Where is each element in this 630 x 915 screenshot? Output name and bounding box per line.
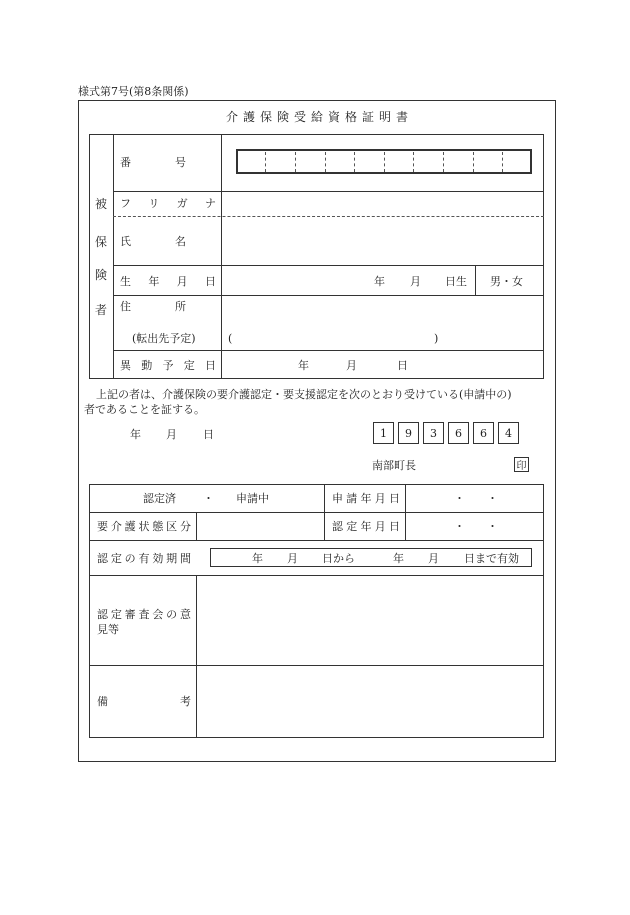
insured-side-label-4: 者: [95, 303, 108, 317]
valid-period-label: 認 定 の 有 効 期 間: [97, 552, 191, 565]
apply-date-label: 申 請 年 月 日: [332, 492, 400, 505]
insurer-number-digit: 6: [473, 422, 494, 444]
cert-date-label: 認 定 年 月 日: [332, 520, 400, 533]
address-field[interactable]: [225, 298, 540, 346]
valid-to-year-unit: 年: [393, 552, 404, 565]
valid-from-day-unit: 日から: [322, 552, 355, 565]
issue-month-unit: 月: [166, 428, 177, 441]
change-month-unit: 月: [346, 359, 357, 372]
transfer-paren-close: ): [434, 332, 439, 345]
furigana-field[interactable]: [225, 193, 540, 215]
insured-side-label-1: 被: [95, 197, 108, 211]
transfer-paren-open: (: [228, 332, 233, 345]
care-level-field[interactable]: [200, 515, 320, 537]
number-label: 番 号: [120, 156, 186, 169]
certification-text-line2: 者であることを証する。: [84, 403, 205, 416]
insurer-number-digit: 9: [398, 422, 419, 444]
valid-to-month-unit: 月: [428, 552, 439, 565]
issue-day-unit: 日: [203, 428, 214, 441]
care-level-label: 要 介 護 状 態 区 分: [97, 520, 191, 533]
status-separator: ・: [203, 492, 214, 505]
gender-options[interactable]: 男・女: [490, 275, 523, 288]
insurer-number-digit: 1: [373, 422, 394, 444]
cert-date-value[interactable]: ・ ・: [454, 520, 498, 533]
change-year-unit: 年: [298, 359, 309, 372]
certification-text-line1: 上記の者は、介護保険の要介護認定・要支援認定を次のとおり受けている(申請中の): [96, 388, 512, 401]
insurer-number-digit: 6: [448, 422, 469, 444]
insured-side-label-2: 保: [95, 235, 108, 249]
furigana-label: フ リ ガ ナ: [120, 197, 216, 210]
insurer-number-digit: 4: [498, 422, 519, 444]
form-number-label: 様式第7号(第8条関係): [78, 85, 189, 98]
valid-to-day-unit: 日まで有効: [464, 552, 519, 565]
address-label: 住 所: [120, 300, 186, 313]
issue-year-unit: 年: [130, 428, 141, 441]
status-applying[interactable]: 申請中: [236, 492, 269, 505]
birth-month-unit: 月: [410, 275, 421, 288]
birth-year-unit: 年: [374, 275, 385, 288]
change-day-unit: 日: [397, 359, 408, 372]
valid-from-year-unit: 年: [252, 552, 263, 565]
birth-day-unit: 日生: [445, 275, 467, 288]
seal-mark: 印: [514, 457, 529, 472]
issuer-name: 南部町長: [372, 459, 416, 472]
review-opinion-label-line2: 見等: [97, 623, 119, 636]
form-title: 介護保険受給資格証明書: [226, 110, 414, 124]
transfer-destination-label: (転出先予定): [132, 332, 196, 345]
review-opinion-label-line1: 認 定 審 査 会 の 意: [97, 608, 191, 621]
insurer-number-digit: 3: [423, 422, 444, 444]
birth-date-label: 生 年 月 日: [120, 275, 216, 288]
insured-side-label-3: 険: [95, 268, 108, 282]
review-opinion-field[interactable]: [200, 578, 540, 662]
remarks-field[interactable]: [200, 668, 540, 734]
name-field[interactable]: [225, 220, 540, 262]
apply-date-value[interactable]: ・ ・: [454, 492, 498, 505]
valid-from-month-unit: 月: [287, 552, 298, 565]
remarks-label: 備 考: [97, 695, 191, 708]
change-date-label: 異 動 予 定 日: [120, 359, 216, 372]
status-certified[interactable]: 認定済: [143, 492, 176, 505]
name-label: 氏 名: [120, 235, 186, 248]
